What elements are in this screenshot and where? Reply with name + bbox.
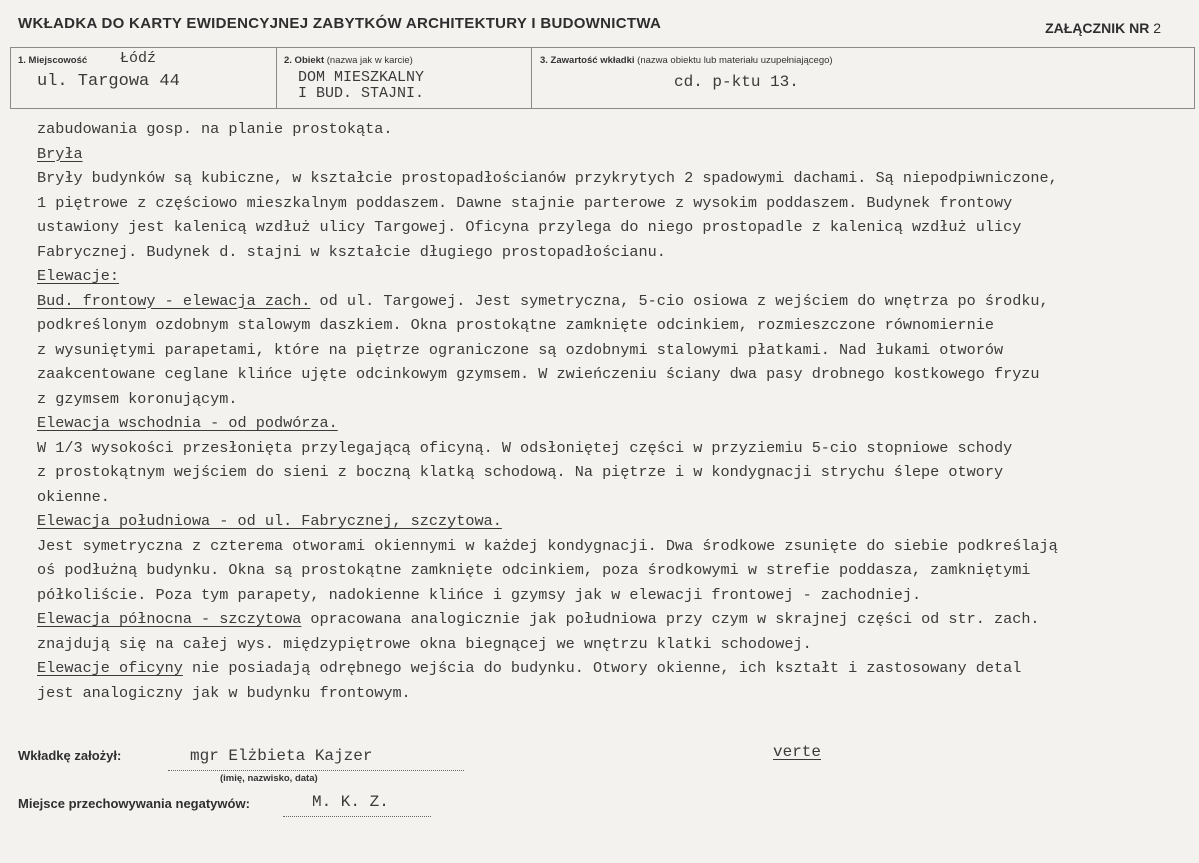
field-border-left [10,47,11,109]
body-line-rest: od ul. Targowej. Jest symetryczna, 5-cio osiowa z wejściem do wnętrza po środku, [310,291,1049,310]
object-line-2: I BUD. STAJNI. [298,85,425,102]
header-divider-bottom [10,108,1195,109]
object-line-1: DOM MIESZKALNY [298,69,425,86]
body-line: znajdują się na całej wys. międzypiętrowe okna biegnącej we wnętrzu klatki schodowej. [37,634,812,653]
author-caption: (imię, nazwisko, data) [220,773,318,784]
body-line: okienne. [37,487,110,506]
field-border-right [1194,47,1195,109]
heading-bryla: Bryła [37,144,83,163]
locality-label: 1. Miejscowość [18,55,88,66]
negatives-dotted-line [283,816,431,817]
negatives-value: M. K. Z. [312,793,389,811]
heading-front-west: Bud. frontowy - elewacja zach. [37,291,311,310]
author-dotted-line [168,770,464,771]
author-value: mgr Elżbieta Kajzer [190,747,373,765]
body-line-rest: nie posiadają odrębnego wejścia do budynku. Otwory okienne, ich kształt i zastosowany detal [182,659,1022,677]
body-line: z wysuniętymi parapetami, które na piętrze ograniczone są ozdobnymi stalowymi płatkami. Nad łukami otworów [37,340,1004,359]
body-line: ustawiony jest kalenicą wzdłuż ulicy Targowej. Oficyna przylega do niego prostopadle z kalenicą wzdłuż ulicy [37,218,1022,236]
body-line: podkreślonym ozdobnym stalowym daszkiem. Okna prostokątne zamknięte odcinkiem, rozmieszczone równomiernie [37,316,994,334]
heading-north: Elewacja północna - szczytowa [37,610,302,628]
attachment-number [1045,20,1161,36]
object-label [284,55,413,66]
contents-label-text: 3. Zawartość wkładki [540,55,635,66]
object-label-text: 2. Obiekt [284,55,325,66]
header-divider-top [10,47,1195,48]
contents-value: cd. p-ktu 13. [674,73,799,91]
body-line [37,289,1197,314]
body-line: 1 piętrowe z częściowo mieszkalnym poddaszem. Dawne stajnie parterowe z wysokim poddaszem. Budynek frontowy [37,193,1013,212]
body-line: W 1/3 wysokości przesłonięta przylegającą oficyną. W odsłoniętej części w przyziemiu 5-cio stopniowe schody [37,438,1013,457]
body-heading [37,264,1197,289]
field-divider-2 [531,47,532,109]
body-line: jest analogiczny jak w budynku frontowym. [37,683,411,702]
heading-east: Elewacja wschodnia - od podwórza. [37,414,338,432]
body-line: z prostokątnym wejściem do sieni z boczną klatką schodową. Na piętrze i w kondygnacji strychu ślepe otwory [37,463,1004,481]
verte-note: verte [773,743,822,761]
attachment-label: ZAŁĄCZNIK NR [1045,20,1150,36]
body-heading [37,142,1197,167]
body-line: Bryły budynków są kubiczne, w kształcie prostopadłościanów przykrytych 2 spadowymi dachami. Są niepodpiwniczone, [37,169,1058,187]
object-label-note: (nazwa jak w karcie) [326,55,413,66]
body-line: Jest symetryczna z czterema otworami okiennymi w każdej kondygnacji. Dwa środkowe zsunięte do siebie podkreślają [37,536,1058,555]
body-line-rest: opracowana analogicznie jak południowa przy czym w skrajnej części od str. zach. [301,610,1040,628]
contents-label [540,55,833,66]
heading-annex: Elewacje oficyny [37,659,183,677]
heading-south: Elewacja południowa - od ul. Fabrycznej, szczytowa. [37,512,502,530]
contents-label-note: (nazwa obiektu lub materiału uzupełniającego) [637,55,833,66]
body-line: zaakcentowane ceglane klińce ujęte odcinkowym gzymsem. W zwieńczeniu ściany dwa pasy drobnego kostkowego fryzu [37,365,1040,383]
locality-city: Łódź [120,50,157,67]
field-divider-1 [276,47,277,109]
body-line [37,607,1197,632]
heading-elewacje: Elewacje: [37,267,120,285]
description-body [37,117,1197,705]
body-heading [37,509,1197,534]
body-line: Fabrycznej. Budynek d. stajni w kształcie długiego prostopadłościanu. [37,242,666,261]
body-heading [37,411,1197,436]
object-name [298,70,424,102]
author-label: Wkładkę założył: [18,748,122,763]
body-line: półkoliście. Poza tym parapety, nadokienne klińce i gzymsy jak w elewacji frontowej - zachodniej. [37,585,922,604]
body-line: zabudowania gosp. na planie prostokąta. [37,120,393,138]
attachment-number-value: 2 [1153,20,1161,36]
locality-street: ul. Targowa 44 [37,72,180,91]
body-line: oś podłużną budynku. Okna są prostokątne zamknięte odcinkiem, poza środkowymi w strefie poddasza, zamkniętymi [37,561,1031,579]
negatives-label: Miejsce przechowywania negatywów: [18,796,250,811]
body-line [37,656,1197,681]
body-line: z gzymsem koronującym. [37,389,238,408]
form-title: WKŁADKA DO KARTY EWIDENCYJNEJ ZABYTKÓW ARCHITEKTURY I BUDOWNICTWA [18,15,662,32]
